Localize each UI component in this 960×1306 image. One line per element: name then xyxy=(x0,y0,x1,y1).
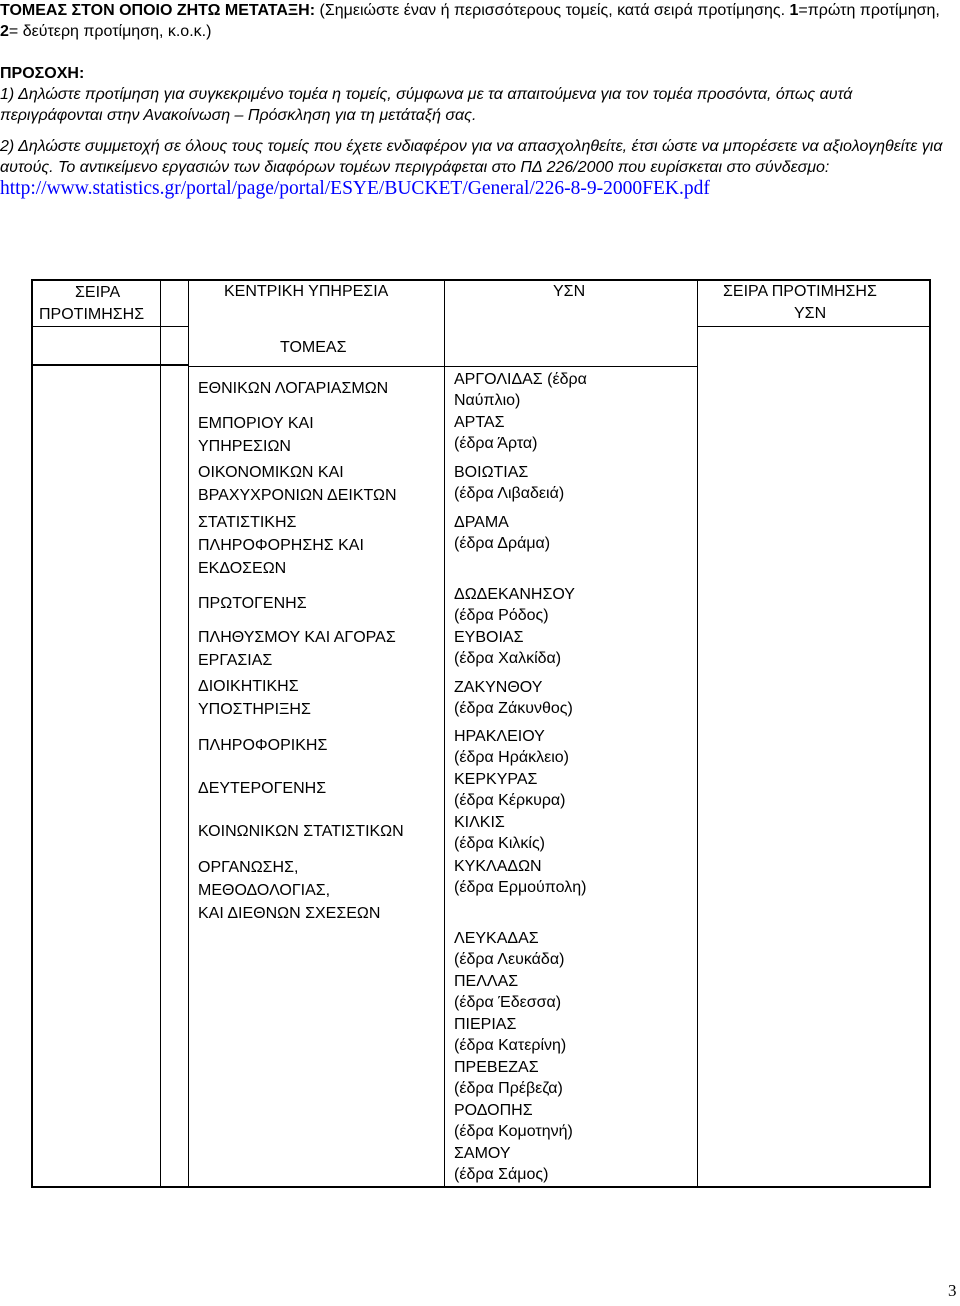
ysn-evia: ΕΥΒΟΙΑΣ xyxy=(454,629,524,646)
sector-administrative-support-line2: ΥΠΟΣΤΗΡΙΞΗΣ xyxy=(198,701,311,718)
sector-organisation-methodology-line3: ΚΑΙ ΔΙΕΘΝΩΝ ΣΧΕΣΕΩΝ xyxy=(198,905,381,922)
ysn-arta-seat: (έδρα Άρτα) xyxy=(454,435,538,452)
ysn-voiotia: ΒΟΙΩΤΙΑΣ xyxy=(454,464,529,481)
sector-social-statistics: ΚΟΙΝΩΝΙΚΩΝ ΣΤΑΤΙΣΤΙΚΩΝ xyxy=(198,823,404,840)
sector-statistical-information-line2: ΠΛΗΡΟΦΟΡΗΣΗΣ ΚΑΙ xyxy=(198,537,364,554)
title-number-2: 2 xyxy=(0,23,9,40)
ysn-lefkada: ΛΕΥΚΑΔΑΣ xyxy=(454,930,539,947)
ysn-dodekanisos-seat: (έδρα Ρόδος) xyxy=(454,607,549,624)
sector-administrative-support: ΔΙΟΙΚΗΤΙΚΗΣ xyxy=(198,678,299,695)
ysn-argolida-seat: Ναύπλιο) xyxy=(454,392,521,409)
ysn-drama: ΔΡΑΜΑ xyxy=(454,514,509,531)
ysn-drama-seat: (έδρα Δράμα) xyxy=(454,535,551,552)
ysn-kilkis: ΚΙΛΚΙΣ xyxy=(454,814,505,831)
sector-statistical-information: ΣΤΑΤΙΣΤΙΚΗΣ xyxy=(198,514,297,531)
ysn-rodopi-seat: (έδρα Κομοτηνή) xyxy=(454,1123,573,1140)
header-central-service: ΚΕΝΤΡΙΚΗ ΥΠΗΡΕΣΙΑ xyxy=(224,283,389,300)
title-number-1: 1 xyxy=(789,2,799,19)
sector-economic-indices-line2: ΒΡΑΧΥΧΡΟΝΙΩΝ ΔΕΙΚΤΩΝ xyxy=(198,487,397,504)
ysn-pieria-seat: (έδρα Κατερίνη) xyxy=(454,1037,567,1054)
header-preference-order: ΣΕΙΡΑ xyxy=(75,284,121,301)
ysn-evia-seat: (έδρα Χαλκίδα) xyxy=(454,650,562,667)
ysn-irakleio: ΗΡΑΚΛΕΙΟΥ xyxy=(454,728,545,745)
ysn-kyklades-seat: (έδρα Ερμούπολη) xyxy=(454,879,587,896)
ysn-pella: ΠΕΛΛΑΣ xyxy=(454,973,519,990)
sector-economic-indices: ΟΙΚΟΝΟΜΙΚΩΝ ΚΑΙ xyxy=(198,464,344,481)
ysn-argolida: ΑΡΓΟΛΙΔΑΣ (έδρα xyxy=(454,371,587,388)
title-text-a: (Σημειώστε έναν ή περισσότερους τομείς, κατά σειρά προτίμησης. xyxy=(315,2,790,19)
ysn-kilkis-seat: (έδρα Κιλκίς) xyxy=(454,835,545,852)
ysn-zakynthos: ΖΑΚΥΝΘΟΥ xyxy=(454,679,543,696)
sector-organisation-methodology: ΟΡΓΑΝΩΣΗΣ, xyxy=(198,859,299,876)
ysn-lefkada-seat: (έδρα Λευκάδα) xyxy=(454,951,565,968)
instructions xyxy=(0,0,955,200)
ysn-preveza-seat: (έδρα Πρέβεζα) xyxy=(454,1080,563,1097)
ysn-kerkyra: ΚΕΡΚΥΡΑΣ xyxy=(454,771,538,788)
header-preference-order-line2: ΠΡΟΤΙΜΗΣΗΣ xyxy=(39,306,145,323)
note-1: 1) Δηλώστε προτίμηση για συγκεκριμένο τομέα η τομείς, σύμφωνα με τα απαιτούμενα για τον τομέα προσόντα, όπως αυτά περιγράφονται στην Ανακοίνωση – Πρόσκληση για τη μετάταξή σας. xyxy=(0,86,853,124)
title-text-b: =πρώτη προτίμηση, xyxy=(798,2,940,19)
title-bold: ΤΟΜΕΑΣ ΣΤΟΝ ΟΠΟΙΟ ΖΗΤΩ ΜΕΤΑΤΑΞΗ: xyxy=(0,2,316,19)
title-text-c: = δεύτερη προτίμηση, κ.ο.κ.) xyxy=(8,23,212,40)
subheader-sector: ΤΟΜΕΑΣ xyxy=(280,339,347,356)
ysn-zakynthos-seat: (έδρα Ζάκυνθος) xyxy=(454,700,573,717)
ysn-rodopi: ΡΟΔΟΠΗΣ xyxy=(454,1102,533,1119)
attention-label: ΠΡΟΣΟΧΗ: xyxy=(0,65,85,82)
ysn-samos-seat: (έδρα Σάμος) xyxy=(454,1166,549,1183)
sector-statistical-information-line3: ΕΚΔΟΣΕΩΝ xyxy=(198,560,287,577)
ysn-pella-seat: (έδρα Έδεσσα) xyxy=(454,994,562,1011)
pd-link[interactable]: http://www.statistics.gr/portal/page/portal/ESYE/BUCKET/General/226-8-9-2000FEK.pdf xyxy=(0,178,710,199)
note-2-text: 2) Δηλώστε συμμετοχή σε όλους τους τομείς που έχετε ενδιαφέρον για να απασχοληθείτε, έτσι ώστε να μπορέσετε να αξιολογηθείτε για αυτούς. Το αντικείμενο εργασιών των διαφόρων τομέων περιγράφεται στο ΠΔ 226/2000 που ευρίσκεται στο σύνδεσμο: xyxy=(0,138,943,176)
ysn-kyklades: ΚΥΚΛΑΔΩΝ xyxy=(454,858,542,875)
sector-trade-services-line2: ΥΠΗΡΕΣΙΩΝ xyxy=(198,438,291,455)
sector-informatics: ΠΛΗΡΟΦΟΡΙΚΗΣ xyxy=(198,737,328,754)
header-ysn: ΥΣΝ xyxy=(553,283,586,300)
ysn-arta: ΑΡΤΑΣ xyxy=(454,414,505,431)
ysn-voiotia-seat: (έδρα Λιβαδειά) xyxy=(454,485,565,502)
ysn-irakleio-seat: (έδρα Ηράκλειο) xyxy=(454,749,569,766)
ysn-preveza: ΠΡΕΒΕΖΑΣ xyxy=(454,1059,539,1076)
ysn-pieria: ΠΙΕΡΙΑΣ xyxy=(454,1016,517,1033)
ysn-samos: ΣΑΜΟΥ xyxy=(454,1145,511,1162)
ysn-kerkyra-seat: (έδρα Κέρκυρα) xyxy=(454,792,566,809)
instruction-title xyxy=(0,0,955,42)
header-ysn-preference: ΣΕΙΡΑ ΠΡΟΤΙΜΗΣΗΣ xyxy=(723,283,877,300)
page-number: 3 xyxy=(948,1281,957,1300)
ysn-dodekanisos: ΔΩΔΕΚΑΝΗΣΟΥ xyxy=(454,586,575,603)
header-ysn-preference-line2: ΥΣΝ xyxy=(794,305,827,322)
sector-trade-services: ΕΜΠΟΡΙΟΥ ΚΑΙ xyxy=(198,415,314,432)
sector-organisation-methodology-line2: ΜΕΘΟΔΟΛΟΓΙΑΣ, xyxy=(198,882,331,899)
note-2 xyxy=(0,136,955,200)
sector-population-labour: ΠΛΗΘΥΣΜΟΥ ΚΑΙ ΑΓΟΡΑΣ xyxy=(198,629,396,646)
sector-secondary: ΔΕΥΤΕΡΟΓΕΝΗΣ xyxy=(198,780,327,797)
sector-population-labour-line2: ΕΡΓΑΣΙΑΣ xyxy=(198,652,273,669)
sector-preference-table xyxy=(31,279,931,1188)
sector-primary: ΠΡΩΤΟΓΕΝΗΣ xyxy=(198,595,307,612)
sector-national-accounts: ΕΘΝΙΚΩΝ ΛΟΓΑΡΙΑΣΜΩΝ xyxy=(198,380,389,397)
